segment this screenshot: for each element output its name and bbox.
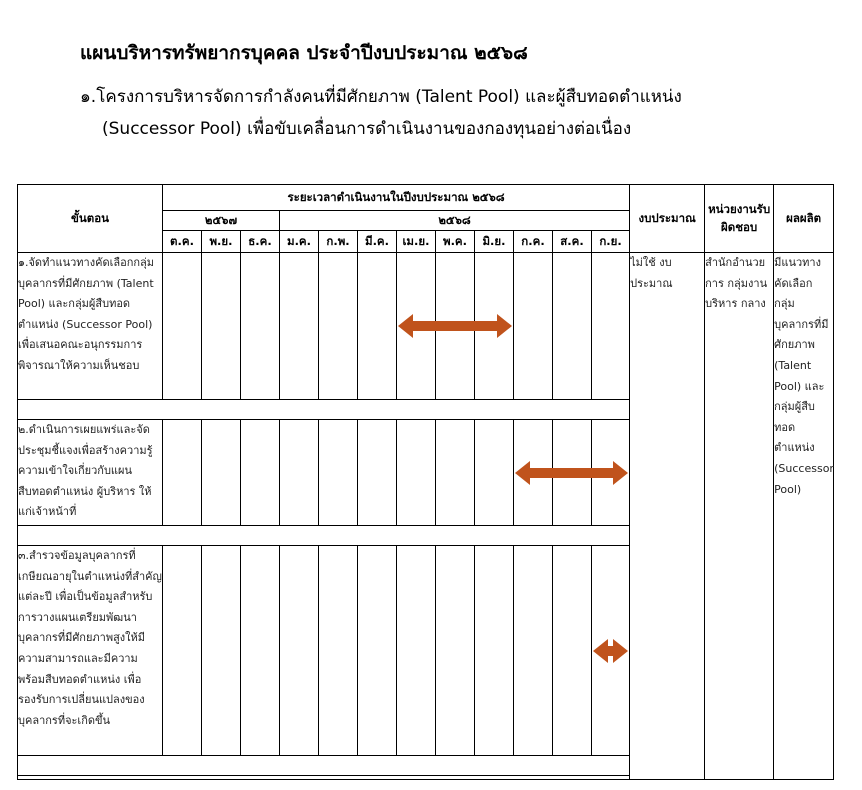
output-cell: มีแนวทาง คัดเลือก กลุ่ม บุคลากรที่มี ศักยภาพ (Talent Pool) และ กลุ่มผู้สืบ ทอด ตำแหน่ง (Successor Pool): [774, 253, 834, 780]
header-period: ระยะเวลาดำเนินงานในปีงบประมาณ ๒๕๖๘: [163, 185, 630, 211]
step-3-text: ๓.สำรวจข้อมูลบุคลากรที่เกษียณอายุในตำแหน่งที่สำคัญแต่ละปี เพื่อเป็นข้อมูลสำหรับการวางแผนเตรียมพัฒนาบุคลากรที่มีศักยภาพสูงให้มีความสามารถและมีความพร้อมสืบทอดตำแหน่ง เพื่อรองรับการเปลี่ยนแปลงของบุคลากรที่จะเกิดขึ้น: [18, 546, 163, 756]
month-header: มิ.ย.: [475, 231, 514, 253]
header-year-2568: ๒๕๖๘: [280, 211, 630, 231]
plan-table: [17, 184, 834, 780]
month-header: เม.ย.: [397, 231, 436, 253]
month-header: ธ.ค.: [241, 231, 280, 253]
project-title-line2: (Successor Pool) เพื่อขับเคลื่อนการดำเนินงานของกองทุนอย่างต่อเนื่อง: [102, 119, 632, 139]
month-header: พ.ค.: [436, 231, 475, 253]
month-header: ก.พ.: [319, 231, 358, 253]
page-title: แผนบริหารทรัพยากรบุคคล ประจำปีงบประมาณ ๒๕๖๘: [80, 42, 528, 64]
month-header: ต.ค.: [163, 231, 202, 253]
header-step: ขั้นตอน: [18, 185, 163, 253]
table-row: [18, 253, 834, 400]
step-2-text: ๒.ดำเนินการเผยแพร่และจัดประชุมชี้แจงเพื่อสร้างความรู้ความเข้าใจเกี่ยวกับแผนสืบทอดตำแหน่ง ผู้บริหาร ให้แก่เจ้าหน้าที่: [18, 420, 163, 526]
spacer-row: [18, 400, 630, 420]
step-1-text: ๑.จัดทำแนวทางคัดเลือกกลุ่มบุคลากรที่มีศักยภาพ (Talent Pool) และกลุ่มผู้สืบทอดตำแหน่ง (Successor Pool) เพื่อเสนอคณะอนุกรรมการพิจารณาให้ความเห็นชอบ: [18, 253, 163, 400]
month-header: พ.ย.: [202, 231, 241, 253]
project-title-line1: ๑.โครงการบริหารจัดการกำลังคนที่มีศักยภาพ (Talent Pool) และผู้สืบทอดตำแหน่ง: [80, 87, 682, 107]
header-output: ผลผลิต: [774, 185, 834, 253]
budget-cell: ไม่ใช้ งบประมาณ: [630, 253, 705, 780]
spacer-row: [18, 776, 630, 780]
month-header: ก.ย.: [592, 231, 630, 253]
spacer-row: [18, 756, 630, 776]
month-header: ส.ค.: [553, 231, 592, 253]
responsible-unit-cell: สำนักอำนวยการ กลุ่มงานบริหาร กลาง: [705, 253, 774, 780]
header-unit: หน่วยงานรับผิดชอบ: [705, 185, 774, 253]
timeline-arrow: [592, 638, 630, 664]
month-header: ก.ค.: [514, 231, 553, 253]
header-budget: งบประมาณ: [630, 185, 705, 253]
month-header: มี.ค.: [358, 231, 397, 253]
month-header: ม.ค.: [280, 231, 319, 253]
spacer-row: [18, 526, 630, 546]
header-year-2567: ๒๕๖๗: [163, 211, 280, 231]
